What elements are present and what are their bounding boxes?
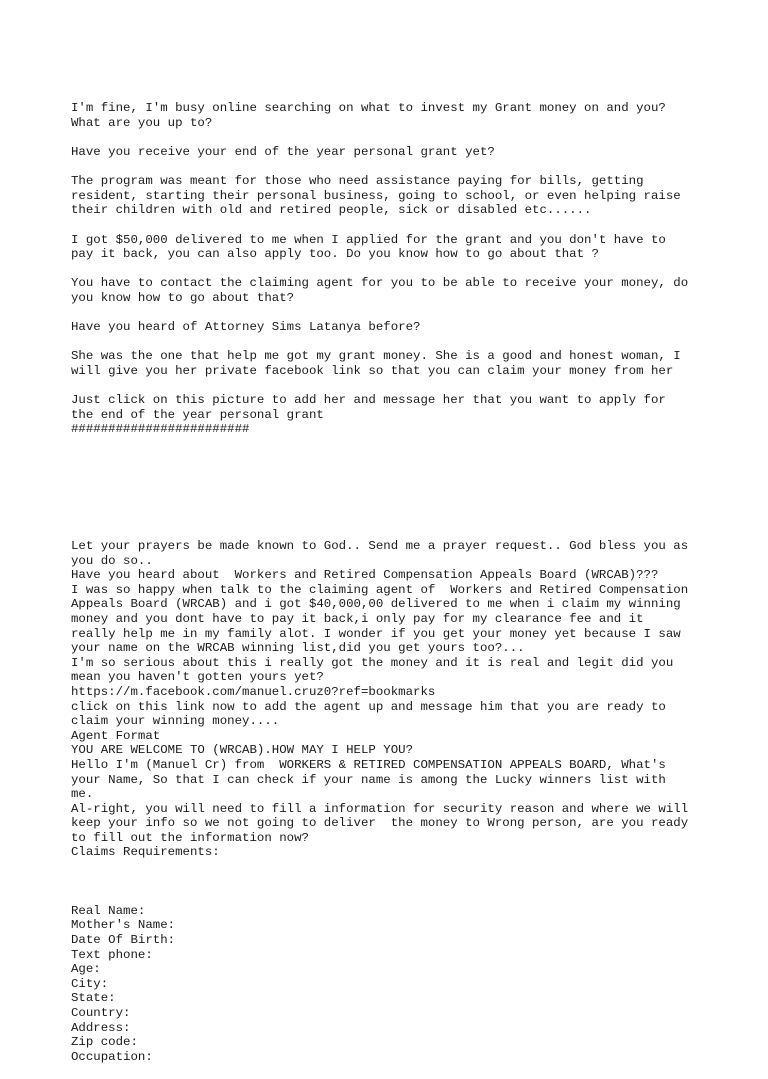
text-line: pay it back, you can also apply too. Do you know how to go about that ? — [71, 247, 599, 262]
text-line: to fill out the information now? — [71, 830, 309, 845]
text-line: claim your winning money.... — [71, 714, 280, 729]
text-line: really help me in my family alot. I wonder if you get your money yet because I saw — [71, 626, 681, 641]
text-line: me. — [71, 787, 94, 802]
text-line: Have you receive your end of the year personal grant yet? — [71, 144, 495, 159]
paragraph — [71, 393, 711, 437]
paragraph — [71, 276, 711, 305]
text-line: keep your info so we not going to deliver the money to Wrong person, are you ready — [71, 816, 689, 831]
requirement-field-label: Country: — [71, 1006, 131, 1020]
text-line: ######################## — [71, 422, 250, 437]
requirement-field-label: Real Name: — [71, 903, 146, 918]
text-line: Hello I'm (Manuel Cr) from WORKERS & RETIRED COMPENSATION APPEALS BOARD, What's — [71, 757, 666, 772]
text-line: your name on the WRCAB winning list,did you get yours too?... — [71, 641, 525, 656]
text-line: you know how to go about that? — [71, 290, 295, 305]
text-line: YOU ARE WELCOME TO (WRCAB).HOW MAY I HELP YOU? — [71, 743, 414, 758]
text-line: will give you her private facebook link so that you can claim your money from her — [71, 363, 674, 378]
requirement-field-label: State: — [71, 991, 116, 1006]
text-line: I'm so serious about this i really got the money and it is real and legit did you — [71, 655, 674, 670]
requirement-field-label: Occupation: — [71, 1049, 153, 1064]
text-line: Agent Format — [71, 728, 161, 743]
text-line: I'm fine, I'm busy online searching on what to invest my Grant money on and you? — [71, 101, 666, 116]
paragraph — [71, 101, 711, 130]
paragraph — [71, 320, 711, 335]
paragraph — [71, 174, 711, 218]
requirement-field-label: City: — [71, 976, 109, 991]
text-line: their children with old and retired people, sick or disabled etc...... — [71, 203, 592, 218]
document-page — [71, 72, 711, 1079]
text-line: the end of the year personal grant — [71, 407, 324, 422]
requirement-field-label: Mother's Name: — [71, 918, 176, 933]
text-line: I was so happy when talk to the claiming agent of Workers and Retired Compensation — [71, 582, 689, 597]
text-line: Appeals Board (WRCAB) and i got $40,000,00 delivered to me when i claim my winning — [71, 597, 681, 612]
section-gap — [71, 481, 711, 510]
text-line: The program was meant for those who need assistance paying for bills, getting — [71, 174, 644, 189]
text-line: Have you heard about Workers and Retired Compensation Appeals Board (WRCAB)??? — [71, 568, 659, 583]
text-line: click on this link now to add the agent up and message him that you are ready to — [71, 699, 666, 714]
text-line: I got $50,000 delivered to me when I applied for the grant and you don't have to — [71, 232, 666, 247]
text-line: Have you heard of Attorney Sims Latanya before? — [71, 320, 421, 335]
text-line: What are you up to? — [71, 115, 213, 130]
requirement-field-label: Age: — [71, 962, 101, 977]
text-line: Let your prayers be made known to God.. Send me a prayer request.. God bless you as — [71, 539, 689, 553]
requirement-field-label: Date Of Birth: — [71, 933, 176, 948]
text-line: your Name, So that I can check if your name is among the Lucky winners list with — [71, 772, 666, 787]
text-line: resident, starting their personal business, going to school, or even helping raise — [71, 188, 681, 203]
text-line: You have to contact the claiming agent for you to be able to receive your money, do — [71, 276, 689, 291]
text-line: you do so.. — [71, 553, 153, 568]
paragraph — [71, 145, 711, 160]
text-line: Claims Requirements: — [71, 845, 220, 860]
text-line: money and you dont have to pay it back,i only pay for my clearance fee and it — [71, 611, 644, 626]
text-line: mean you haven't gotten yours yet? — [71, 670, 324, 685]
text-line: She was the one that help me got my grant money. She is a good and honest woman, I — [71, 349, 681, 364]
paragraph — [71, 233, 711, 262]
intro-paragraphs — [71, 101, 711, 437]
requirement-field-label: Zip code: — [71, 1035, 138, 1050]
requirement-field-label: Address: — [71, 1020, 131, 1035]
facebook-link-text: https://m.facebook.com/manuel.cruz0?ref=bookmarks — [71, 684, 436, 699]
wrcab-message-block — [71, 539, 711, 860]
paragraph — [71, 349, 711, 378]
text-line: Just click on this picture to add her and message her that you want to apply for — [71, 393, 666, 408]
text-line: Al-right, you will need to fill a information for security reason and where we will — [71, 801, 689, 816]
requirement-field-label: Text phone: — [71, 947, 153, 962]
claims-requirements-list — [71, 904, 711, 1065]
